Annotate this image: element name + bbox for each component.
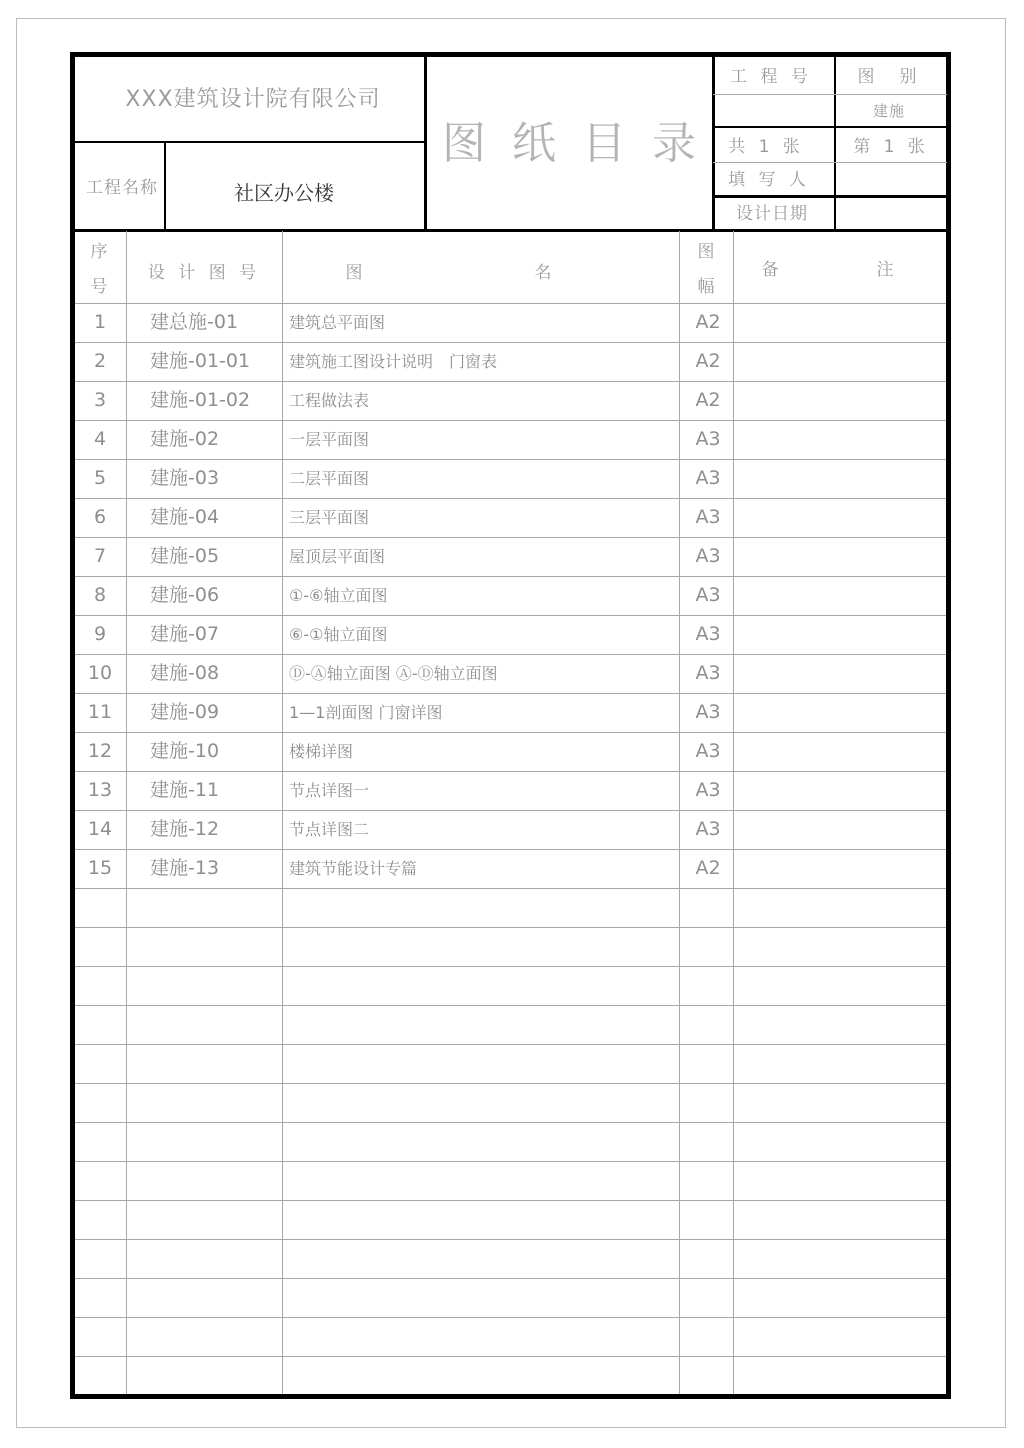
info-thin-line-1 bbox=[713, 94, 947, 95]
row-drawing-no: 建施-05 bbox=[150, 545, 220, 567]
row-index: 15 bbox=[87, 857, 113, 879]
row-drawing-no: 建施-01-02 bbox=[150, 389, 251, 411]
filled-by-label: 填 写 人 bbox=[728, 170, 810, 190]
row-drawing-name: ①-⑥轴立面图 bbox=[289, 586, 388, 605]
row-index: 2 bbox=[93, 350, 107, 372]
project-name: 社区办公楼 bbox=[234, 181, 334, 205]
row-index: 12 bbox=[87, 740, 113, 762]
row-line bbox=[75, 966, 946, 967]
row-sheet-size: A3 bbox=[695, 506, 721, 528]
row-index: 10 bbox=[87, 662, 113, 684]
row-index: 14 bbox=[87, 818, 113, 840]
design-date-label: 设计日期 bbox=[736, 204, 808, 224]
drawing-type-value: 建施 bbox=[872, 102, 906, 120]
row-drawing-no: 建施-09 bbox=[150, 701, 220, 723]
row-drawing-name: 建筑施工图设计说明 门窗表 bbox=[289, 352, 498, 371]
row-sheet-size: A3 bbox=[695, 779, 721, 801]
row-line bbox=[75, 1239, 946, 1240]
row-drawing-no: 建施-06 bbox=[150, 584, 220, 606]
row-line bbox=[75, 303, 946, 304]
sheet-number: 第 1 张 bbox=[853, 137, 929, 157]
row-sheet-size: A3 bbox=[695, 662, 721, 684]
row-drawing-no: 建施-01-01 bbox=[150, 350, 251, 372]
row-drawing-no: 建施-10 bbox=[150, 740, 220, 762]
info-thin-line-2 bbox=[713, 162, 947, 163]
document-title: 图纸目录 bbox=[442, 118, 722, 169]
col-line-2 bbox=[282, 231, 283, 1394]
row-line bbox=[75, 654, 946, 655]
row-drawing-name: Ⓓ-Ⓐ轴立面图 Ⓐ-Ⓓ轴立面图 bbox=[289, 664, 498, 683]
row-drawing-name: 建筑节能设计专篇 bbox=[289, 859, 418, 878]
row-line bbox=[75, 1161, 946, 1162]
company-name: XXX建筑设计院有限公司 bbox=[125, 87, 381, 112]
row-line bbox=[75, 1122, 946, 1123]
row-sheet-size: A2 bbox=[695, 389, 721, 411]
row-line bbox=[75, 342, 946, 343]
project-label-divider bbox=[164, 142, 166, 230]
row-drawing-no: 建施-12 bbox=[150, 818, 220, 840]
header-size-b: 幅 bbox=[697, 277, 719, 297]
header-size-a: 图 bbox=[697, 242, 719, 262]
row-drawing-no: 建总施-01 bbox=[150, 311, 239, 333]
row-drawing-name: 屋顶层平面图 bbox=[289, 547, 386, 566]
row-sheet-size: A3 bbox=[695, 467, 721, 489]
row-sheet-size: A3 bbox=[695, 740, 721, 762]
title-block-divider-1 bbox=[424, 57, 427, 231]
row-index: 11 bbox=[87, 701, 113, 723]
row-drawing-no: 建施-03 bbox=[150, 467, 220, 489]
row-index: 7 bbox=[93, 545, 107, 567]
row-sheet-size: A3 bbox=[695, 584, 721, 606]
drawing-type-label: 图 别 bbox=[857, 67, 921, 87]
row-line bbox=[75, 615, 946, 616]
row-drawing-no: 建施-13 bbox=[150, 857, 220, 879]
row-sheet-size: A2 bbox=[695, 311, 721, 333]
row-sheet-size: A2 bbox=[695, 857, 721, 879]
row-drawing-name: 工程做法表 bbox=[289, 391, 370, 410]
row-drawing-no: 建施-02 bbox=[150, 428, 220, 450]
row-sheet-size: A3 bbox=[695, 428, 721, 450]
row-line bbox=[75, 888, 946, 889]
row-line bbox=[75, 498, 946, 499]
row-line bbox=[75, 420, 946, 421]
header-name-a: 图 bbox=[345, 263, 367, 283]
header-drawing-no: 设 计 图 号 bbox=[147, 263, 261, 283]
header-index-b: 号 bbox=[90, 277, 112, 297]
row-drawing-name: 一层平面图 bbox=[289, 430, 370, 449]
row-line bbox=[75, 1044, 946, 1045]
header-name-b: 名 bbox=[534, 263, 556, 283]
row-index: 6 bbox=[93, 506, 107, 528]
info-col-divider bbox=[834, 57, 836, 230]
col-line-3 bbox=[679, 231, 680, 1394]
title-block-bottom-line bbox=[75, 229, 946, 232]
row-drawing-name: 建筑总平面图 bbox=[289, 313, 386, 332]
row-drawing-name: 1—1剖面图 门窗详图 bbox=[289, 703, 443, 722]
row-line bbox=[75, 1356, 946, 1357]
row-line bbox=[75, 1278, 946, 1279]
row-line bbox=[75, 1083, 946, 1084]
col-line-1 bbox=[126, 231, 127, 1394]
row-drawing-name: 三层平面图 bbox=[289, 508, 370, 527]
row-index: 1 bbox=[93, 311, 107, 333]
row-line bbox=[75, 576, 946, 577]
project-no-label: 工 程 号 bbox=[730, 67, 812, 87]
row-line bbox=[75, 537, 946, 538]
drawing-frame bbox=[70, 52, 951, 1399]
row-sheet-size: A2 bbox=[695, 350, 721, 372]
row-sheet-size: A3 bbox=[695, 545, 721, 567]
row-drawing-no: 建施-04 bbox=[150, 506, 220, 528]
header-index-a: 序 bbox=[90, 242, 112, 262]
row-drawing-name: 节点详图二 bbox=[289, 820, 370, 839]
row-line bbox=[75, 732, 946, 733]
row-sheet-size: A3 bbox=[695, 623, 721, 645]
row-drawing-name: 二层平面图 bbox=[289, 469, 370, 488]
row-line bbox=[75, 1317, 946, 1318]
project-name-label: 工程名称 bbox=[86, 178, 158, 198]
row-line bbox=[75, 381, 946, 382]
row-line bbox=[75, 1005, 946, 1006]
row-index: 13 bbox=[87, 779, 113, 801]
row-sheet-size: A3 bbox=[695, 818, 721, 840]
row-drawing-name: 节点详图一 bbox=[289, 781, 370, 800]
row-index: 4 bbox=[93, 428, 107, 450]
row-index: 5 bbox=[93, 467, 107, 489]
col-line-4 bbox=[733, 231, 734, 1394]
row-line bbox=[75, 1200, 946, 1201]
row-drawing-no: 建施-08 bbox=[150, 662, 220, 684]
row-line bbox=[75, 459, 946, 460]
row-index: 8 bbox=[93, 584, 107, 606]
row-line bbox=[75, 849, 946, 850]
row-drawing-no: 建施-07 bbox=[150, 623, 220, 645]
company-divider bbox=[75, 141, 425, 143]
row-sheet-size: A3 bbox=[695, 701, 721, 723]
row-index: 9 bbox=[93, 623, 107, 645]
info-divider-1 bbox=[713, 126, 947, 128]
row-drawing-name: ⑥-①轴立面图 bbox=[289, 625, 388, 644]
row-drawing-no: 建施-11 bbox=[150, 779, 220, 801]
info-divider-2 bbox=[713, 195, 947, 198]
total-sheets: 共 1 张 bbox=[728, 137, 804, 157]
row-line bbox=[75, 693, 946, 694]
header-remark-a: 备 bbox=[761, 260, 783, 280]
row-index: 3 bbox=[93, 389, 107, 411]
row-line bbox=[75, 810, 946, 811]
row-line bbox=[75, 771, 946, 772]
row-line bbox=[75, 927, 946, 928]
header-remark-b: 注 bbox=[876, 260, 898, 280]
row-drawing-name: 楼梯详图 bbox=[289, 742, 354, 761]
